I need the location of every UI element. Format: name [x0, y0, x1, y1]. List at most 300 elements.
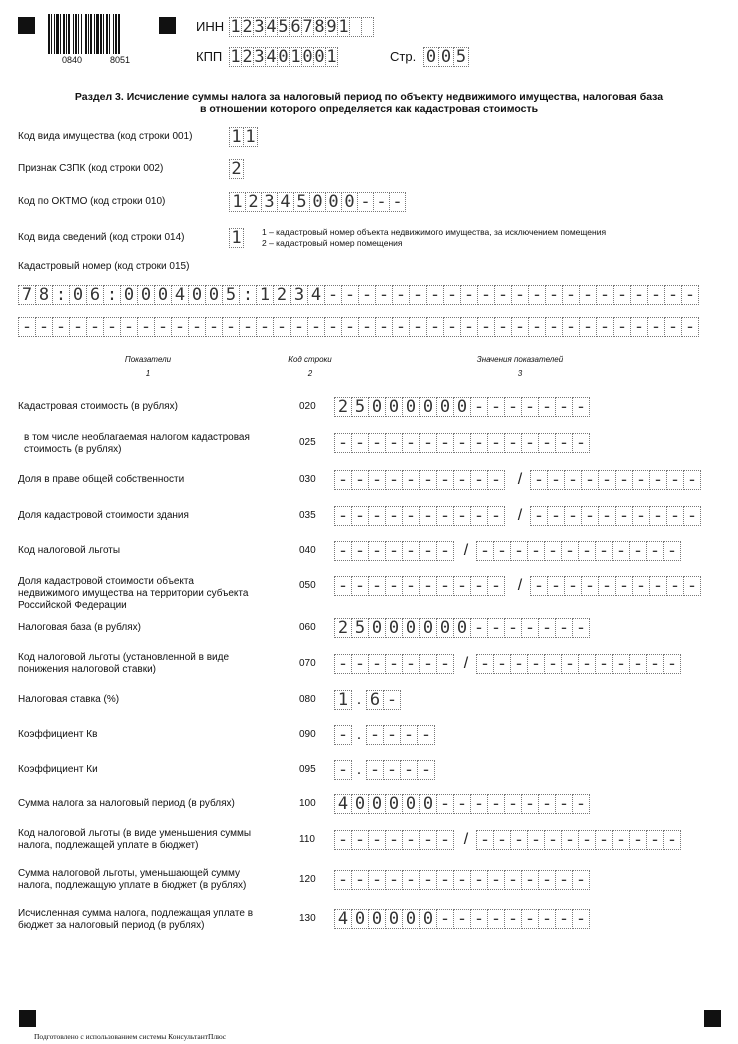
char-cell: -: [419, 470, 437, 490]
char-cell: -: [409, 285, 427, 305]
char-cell: -: [615, 470, 633, 490]
char-cell: -: [120, 317, 138, 337]
barcode-bar: [118, 14, 120, 54]
char-cell: 0: [385, 794, 403, 814]
char-cell: -: [561, 830, 579, 850]
char-cell: 5: [222, 285, 240, 305]
oktmo-label: Код по ОКТМО (код строки 010): [18, 196, 166, 207]
row-050-code: 050: [299, 580, 316, 591]
column-2-title: Код строки: [288, 355, 332, 364]
char-cell: 1: [229, 127, 244, 147]
char-cell: -: [615, 576, 633, 596]
char-cell: -: [629, 654, 647, 674]
char-cell: 8: [314, 17, 325, 37]
char-cell: -: [366, 760, 384, 780]
char-cell: -: [385, 541, 403, 561]
char-cell: 2: [273, 285, 291, 305]
ownership-share-slash: /: [517, 471, 523, 488]
char-cell: -: [530, 470, 548, 490]
char-cell: 0: [368, 397, 386, 417]
char-cell: -: [547, 576, 565, 596]
char-cell: -: [351, 433, 369, 453]
char-cell: -: [334, 760, 352, 780]
barcode-bar: [78, 14, 79, 54]
char-cell: [361, 17, 374, 37]
tax-benefit-code-110-left[interactable]: [334, 830, 454, 850]
row-110-code: 110: [299, 834, 315, 845]
char-cell: 0: [137, 285, 155, 305]
char-cell: -: [494, 285, 512, 305]
column-1-number: 1: [145, 369, 151, 378]
row-120-code: 120: [299, 874, 316, 885]
char-cell: -: [402, 506, 420, 526]
info-type-label: Код вида сведений (код строки 014): [18, 232, 185, 243]
char-cell: 7: [18, 285, 36, 305]
char-cell: 1: [229, 192, 246, 212]
barcode-bar: [100, 14, 102, 54]
char-cell: -: [307, 317, 325, 337]
barcode-bar: [73, 14, 74, 54]
char-cell: -: [647, 317, 665, 337]
char-cell: 0: [438, 47, 454, 67]
char-cell: -: [663, 830, 681, 850]
char-cell: -: [528, 317, 546, 337]
char-cell: :: [103, 285, 121, 305]
char-cell: -: [632, 576, 650, 596]
building-share-denominator[interactable]: [530, 506, 701, 526]
corner-marker-bottom-left: [19, 1010, 36, 1027]
char-cell: -: [419, 576, 437, 596]
char-cell: -: [290, 317, 308, 337]
property-type-field[interactable]: [229, 127, 258, 147]
char-cell: -: [453, 794, 471, 814]
char-cell: 6: [290, 17, 301, 37]
char-cell: -: [646, 654, 664, 674]
region-share-numerator[interactable]: [334, 576, 505, 596]
char-cell: -: [389, 192, 406, 212]
tax-benefit-code-040-right[interactable]: [476, 541, 681, 561]
barcode-bar: [60, 14, 61, 54]
char-cell: -: [453, 870, 471, 890]
char-cell: -: [572, 909, 590, 929]
char-cell: -: [383, 690, 401, 710]
row-070-label-line-2: понижения налоговой ставки): [18, 664, 156, 675]
char-cell: -: [470, 870, 488, 890]
char-cell: 4: [266, 47, 277, 67]
barcode-bar: [48, 14, 50, 54]
char-cell: 4: [171, 285, 189, 305]
char-cell: -: [351, 506, 369, 526]
char-cell: 0: [278, 47, 289, 67]
cadastral-label: Кадастровый номер (код строки 015): [18, 261, 190, 272]
footer-note: Подготовлено с использованием системы КонсультантПлюс: [34, 1032, 227, 1041]
row-070-code: 070: [299, 658, 316, 669]
char-cell: -: [572, 397, 590, 417]
oktmo-field[interactable]: [229, 192, 406, 212]
char-cell: -: [595, 654, 613, 674]
char-cell: 0: [351, 909, 369, 929]
char-cell: -: [572, 618, 590, 638]
char-cell: -: [538, 794, 556, 814]
char-cell: -: [629, 541, 647, 561]
barcode-bar: [68, 14, 70, 54]
cadastral-value-field[interactable]: [334, 397, 590, 417]
char-cell: 1: [334, 690, 352, 710]
tax-rate-integer[interactable]: [334, 690, 352, 710]
char-cell: -: [436, 470, 454, 490]
column-3-title: Значения показателей: [476, 355, 564, 364]
char-cell: -: [664, 317, 682, 337]
tax-rate-fraction[interactable]: [366, 690, 401, 710]
char-cell: -: [596, 285, 614, 305]
row-040-code: 040: [299, 545, 316, 556]
char-cell: -: [596, 317, 614, 337]
char-cell: -: [562, 317, 580, 337]
char-cell: -: [419, 870, 437, 890]
char-cell: -: [334, 541, 352, 561]
char-cell: -: [436, 794, 454, 814]
char-cell: -: [504, 397, 522, 417]
char-cell: -: [460, 317, 478, 337]
char-cell: -: [578, 654, 596, 674]
char-cell: -: [419, 433, 437, 453]
char-cell: -: [385, 870, 403, 890]
section-title-line-2: в отношении которого определяется как кадастровая стоимость: [199, 103, 539, 115]
char-cell: -: [683, 470, 701, 490]
char-cell: -: [205, 317, 223, 337]
row-020-code: 020: [299, 401, 316, 412]
char-cell: -: [402, 654, 420, 674]
char-cell: -: [663, 541, 681, 561]
char-cell: -: [630, 317, 648, 337]
char-cell: -: [385, 470, 403, 490]
char-cell: -: [154, 317, 172, 337]
char-cell: -: [453, 576, 471, 596]
char-cell: -: [18, 317, 36, 337]
barcode-bar: [54, 14, 55, 54]
barcode-bar: [115, 14, 117, 54]
char-cell: 0: [188, 285, 206, 305]
char-cell: -: [666, 470, 684, 490]
ownership-share-denominator[interactable]: [530, 470, 701, 490]
char-cell: -: [613, 317, 631, 337]
char-cell: 2: [229, 159, 244, 179]
char-cell: -: [400, 725, 418, 745]
char-cell: -: [528, 285, 546, 305]
char-cell: -: [538, 433, 556, 453]
char-cell: -: [487, 576, 505, 596]
char-cell: 3: [254, 17, 265, 37]
char-cell: -: [392, 317, 410, 337]
char-cell: -: [510, 830, 528, 850]
char-cell: -: [52, 317, 70, 337]
tax-amount-field[interactable]: [334, 794, 590, 814]
untaxed-value-field[interactable]: [334, 433, 590, 453]
tax-base-field[interactable]: [334, 618, 590, 638]
tax-benefit-code-040-slash: /: [463, 542, 469, 559]
char-cell: -: [436, 506, 454, 526]
char-cell: -: [453, 506, 471, 526]
char-cell: 5: [453, 47, 469, 67]
row-030-code: 030: [299, 474, 316, 485]
barcode-bar: [90, 14, 92, 54]
char-cell: -: [351, 576, 369, 596]
char-cell: -: [334, 506, 352, 526]
page-label: Стр.: [390, 49, 417, 64]
row-050-label-line-2: недвижимого имущества на территории субъекта: [18, 588, 249, 599]
corner-marker-bottom-right: [704, 1010, 721, 1027]
char-cell: -: [487, 909, 505, 929]
tax-benefit-code-040-left[interactable]: [334, 541, 454, 561]
char-cell: -: [538, 618, 556, 638]
barcode-bar: [56, 14, 59, 54]
tax-benefit-code-110-right[interactable]: [476, 830, 681, 850]
char-cell: 0: [419, 909, 437, 929]
char-cell: -: [629, 830, 647, 850]
char-cell: -: [426, 317, 444, 337]
barcode: [48, 14, 152, 54]
char-cell: -: [564, 506, 582, 526]
char-cell: -: [612, 541, 630, 561]
char-cell: -: [351, 870, 369, 890]
column-2-number: 2: [307, 369, 313, 378]
char-cell: 3: [254, 47, 265, 67]
char-cell: -: [649, 506, 667, 526]
char-cell: -: [334, 870, 352, 890]
char-cell: -: [581, 576, 599, 596]
char-cell: 0: [453, 397, 471, 417]
char-cell: -: [547, 470, 565, 490]
char-cell: -: [579, 317, 597, 337]
char-cell: -: [666, 576, 684, 596]
row-095-code: 095: [299, 764, 316, 775]
tax-rate-dot: .: [356, 691, 362, 708]
char-cell: -: [419, 506, 437, 526]
char-cell: -: [436, 576, 454, 596]
row-130-label-line-1: Исчисленная сумма налога, подлежащая уплате в: [18, 908, 254, 919]
coefficient-ki-dot: .: [356, 761, 362, 778]
char-cell: -: [470, 794, 488, 814]
char-cell: -: [69, 317, 87, 337]
corner-marker-top-right: [159, 17, 176, 34]
char-cell: 0: [436, 618, 454, 638]
char-cell: -: [368, 870, 386, 890]
row-130-label-line-2: бюджет за налоговый период (в рублях): [18, 920, 205, 931]
char-cell: -: [368, 506, 386, 526]
coefficient-ki-integer[interactable]: [334, 760, 352, 780]
char-cell: -: [487, 618, 505, 638]
char-cell: -: [510, 541, 528, 561]
coefficient-kv-fraction[interactable]: [366, 725, 435, 745]
char-cell: -: [538, 397, 556, 417]
char-cell: -: [555, 870, 573, 890]
char-cell: -: [487, 397, 505, 417]
char-cell: -: [504, 870, 522, 890]
row-060-code: 060: [299, 622, 316, 633]
barcode-bar: [85, 14, 87, 54]
cadastral-number-row-2[interactable]: [18, 317, 699, 337]
char-cell: -: [545, 317, 563, 337]
char-cell: -: [630, 285, 648, 305]
barcode-bar: [109, 14, 110, 54]
char-cell: -: [572, 794, 590, 814]
char-cell: -: [222, 317, 240, 337]
barcode-bar: [63, 14, 65, 54]
char-cell: 5: [351, 397, 369, 417]
row-070-label-line-1: Код налоговой льготы (установленной в виде: [18, 652, 230, 663]
char-cell: -: [555, 794, 573, 814]
tax-benefit-amount-field[interactable]: [334, 870, 590, 890]
char-cell: -: [598, 506, 616, 526]
char-cell: -: [647, 285, 665, 305]
calculated-tax-payable-field[interactable]: [334, 909, 590, 929]
char-cell: -: [538, 909, 556, 929]
char-cell: -: [521, 397, 539, 417]
kpp-field[interactable]: [229, 47, 338, 67]
char-cell: -: [632, 470, 650, 490]
char-cell: 1: [243, 127, 258, 147]
char-cell: -: [544, 654, 562, 674]
char-cell: -: [392, 285, 410, 305]
char-cell: -: [35, 317, 53, 337]
tax-benefit-code-070-left[interactable]: [334, 654, 454, 674]
char-cell: -: [341, 285, 359, 305]
char-cell: -: [436, 433, 454, 453]
char-cell: 0: [341, 192, 358, 212]
char-cell: -: [436, 870, 454, 890]
row-050-label-line-1: Доля кадастровой стоимости объекта: [18, 576, 194, 587]
char-cell: -: [402, 830, 420, 850]
char-cell: -: [555, 433, 573, 453]
column-3-number: 3: [517, 369, 523, 378]
char-cell: -: [578, 541, 596, 561]
char-cell: -: [334, 654, 352, 674]
char-cell: 6: [86, 285, 104, 305]
char-cell: -: [419, 541, 437, 561]
char-cell: -: [402, 541, 420, 561]
char-cell: -: [521, 794, 539, 814]
barcode-bar: [81, 14, 82, 54]
char-cell: 7: [302, 17, 313, 37]
char-cell: -: [493, 541, 511, 561]
char-cell: -: [612, 830, 630, 850]
char-cell: -: [545, 285, 563, 305]
ownership-share-numerator[interactable]: [334, 470, 505, 490]
row-100-label: Сумма налога за налоговый период (в рублях): [18, 798, 235, 809]
char-cell: -: [417, 725, 435, 745]
char-cell: -: [598, 470, 616, 490]
char-cell: -: [334, 725, 352, 745]
char-cell: 0: [368, 794, 386, 814]
char-cell: -: [409, 317, 427, 337]
szpk-field[interactable]: [229, 159, 244, 179]
corner-marker-top-left: [18, 17, 35, 34]
tax-benefit-code-070-right[interactable]: [476, 654, 681, 674]
char-cell: 0: [309, 192, 326, 212]
region-share-denominator[interactable]: [530, 576, 701, 596]
char-cell: -: [572, 870, 590, 890]
char-cell: -: [521, 870, 539, 890]
char-cell: -: [385, 576, 403, 596]
char-cell: -: [555, 909, 573, 929]
building-share-numerator[interactable]: [334, 506, 505, 526]
char-cell: -: [527, 541, 545, 561]
char-cell: -: [188, 317, 206, 337]
char-cell: -: [368, 541, 386, 561]
char-cell: 0: [368, 618, 386, 638]
char-cell: -: [510, 654, 528, 674]
char-cell: -: [239, 317, 257, 337]
info-type-field[interactable]: [229, 228, 244, 248]
page-number-field[interactable]: [423, 47, 469, 67]
char-cell: -: [366, 725, 384, 745]
char-cell: -: [646, 830, 664, 850]
char-cell: -: [632, 506, 650, 526]
char-cell: :: [239, 285, 257, 305]
char-cell: -: [137, 317, 155, 337]
char-cell: 2: [334, 618, 352, 638]
char-cell: -: [681, 285, 699, 305]
coefficient-ki-fraction[interactable]: [366, 760, 435, 780]
char-cell: -: [383, 760, 401, 780]
char-cell: -: [375, 317, 393, 337]
char-cell: 1: [256, 285, 274, 305]
cadastral-number-row-1[interactable]: [18, 285, 699, 305]
char-cell: 0: [436, 397, 454, 417]
char-cell: -: [402, 870, 420, 890]
row-035-label: Доля кадастровой стоимости здания: [18, 510, 189, 521]
szpk-label: Признак СЗПК (код строки 002): [18, 163, 164, 174]
char-cell: -: [683, 576, 701, 596]
char-cell: -: [476, 654, 494, 674]
char-cell: -: [504, 433, 522, 453]
char-cell: -: [383, 725, 401, 745]
char-cell: -: [453, 909, 471, 929]
coefficient-kv-integer[interactable]: [334, 725, 352, 745]
char-cell: -: [324, 285, 342, 305]
char-cell: -: [453, 433, 471, 453]
char-cell: -: [436, 541, 454, 561]
char-cell: -: [487, 794, 505, 814]
char-cell: -: [527, 654, 545, 674]
row-120-label-line-1: Сумма налоговой льготы, уменьшающей сумму: [18, 868, 240, 879]
char-cell: -: [256, 317, 274, 337]
char-cell: -: [351, 654, 369, 674]
row-080-code: 080: [299, 694, 316, 705]
char-cell: 1: [326, 47, 337, 67]
char-cell: 8: [35, 285, 53, 305]
char-cell: -: [504, 909, 522, 929]
char-cell: 0: [402, 618, 420, 638]
char-cell: 2: [245, 192, 262, 212]
row-025-label-line-1: в том числе необлагаемая налогом кадастровая: [24, 432, 250, 443]
char-cell: -: [443, 285, 461, 305]
barcode-bar: [66, 14, 67, 54]
char-cell: -: [561, 654, 579, 674]
char-cell: -: [476, 830, 494, 850]
barcode-number-right: 8051: [110, 55, 131, 65]
char-cell: 0: [120, 285, 138, 305]
row-130-code: 130: [299, 913, 316, 924]
inn-field[interactable]: [229, 17, 374, 37]
char-cell: -: [103, 317, 121, 337]
char-cell: -: [683, 506, 701, 526]
char-cell: -: [493, 830, 511, 850]
char-cell: 0: [385, 909, 403, 929]
char-cell: 0: [69, 285, 87, 305]
char-cell: -: [453, 470, 471, 490]
char-cell: 4: [266, 17, 277, 37]
